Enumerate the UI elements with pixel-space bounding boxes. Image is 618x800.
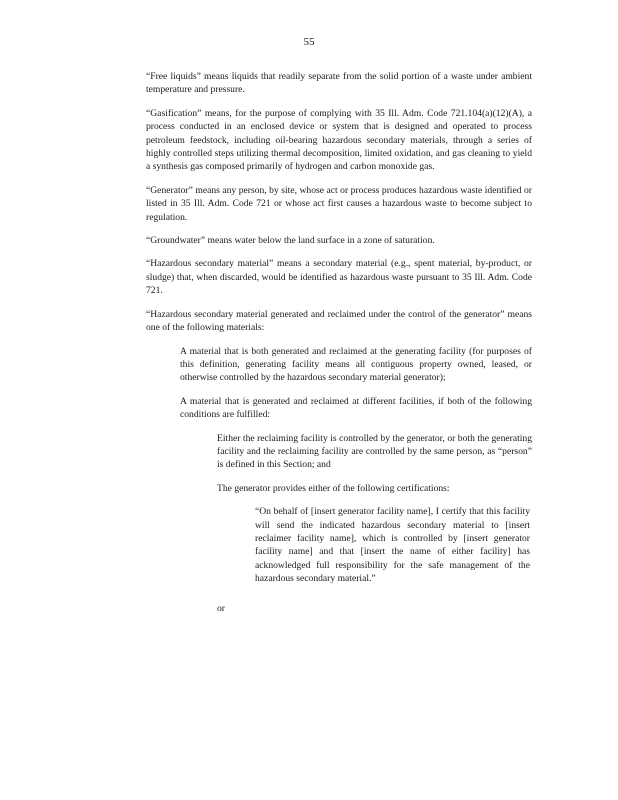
- definition-gasification: “Gasification” means, for the purpose of complying with 35 Ill. Adm. Code 721.104(a)(12)(A), a process conducted in an enclosed device or system that is designed and operated to process petroleum feedstock, including oil-bearing hazardous secondary materials, through a series of highly controlled steps utilizing thermal decomposition, limited oxidation, and gas cleaning to yield a synthesis gas composed primarily of hydrogen and carbon monoxide gas.: [146, 107, 532, 173]
- condition-certification: The generator provides either of the following certifications:: [217, 482, 450, 494]
- definition-groundwater: “Groundwater” means water below the land surface in a zone of saturation.: [146, 235, 435, 247]
- definition-free-liquids: “Free liquids” means liquids that readily separate from the solid portion of a waste under ambient temperature and pressure.: [146, 71, 532, 96]
- subitem-same-facility: A material that is both generated and reclaimed at the generating facility (for purposes of this definition, generating facility means all contiguous property owned, leased, or otherwise controlled by the hazardous secondary material generator);: [180, 345, 532, 384]
- document-body: [146, 70, 532, 625]
- definition-hsm-generated-reclaimed: “Hazardous secondary material generated and reclaimed under the control of the generator” means one of the following materials:: [146, 308, 532, 334]
- connector-or: or: [217, 602, 225, 614]
- subitem-different-facilities: A material that is generated and reclaimed at different facilities, if both of the following conditions are fulfilled:: [180, 395, 532, 421]
- certification-quote: “On behalf of [insert generator facility name], I certify that this facility will send the indicated hazardous secondary material to [insert reclaimer facility name], which is controlled by [insert generator facility name] and that [insert the name of either facility] has acknowledged full responsibility for the safe management of the hazardous secondary material.”: [255, 506, 530, 585]
- page-number: 55: [303, 36, 315, 48]
- definition-generator: “Generator” means any person, by site, whose act or process produces hazardous waste identified or listed in 35 Ill. Adm. Code 721 or whose act first causes a hazardous waste to become subject to regulation.: [146, 184, 532, 223]
- definition-hazardous-secondary-material: “Hazardous secondary material” means a secondary material (e.g., spent material, by-product, or sludge) that, when discarded, would be identified as hazardous waste pursuant to 35 Ill. Adm. Code 721.: [146, 258, 532, 297]
- condition-control: Either the reclaiming facility is controlled by the generator, or both the generating facility and the reclaiming facility are controlled by the same person, as “person” is defined in this Section; and: [217, 432, 532, 471]
